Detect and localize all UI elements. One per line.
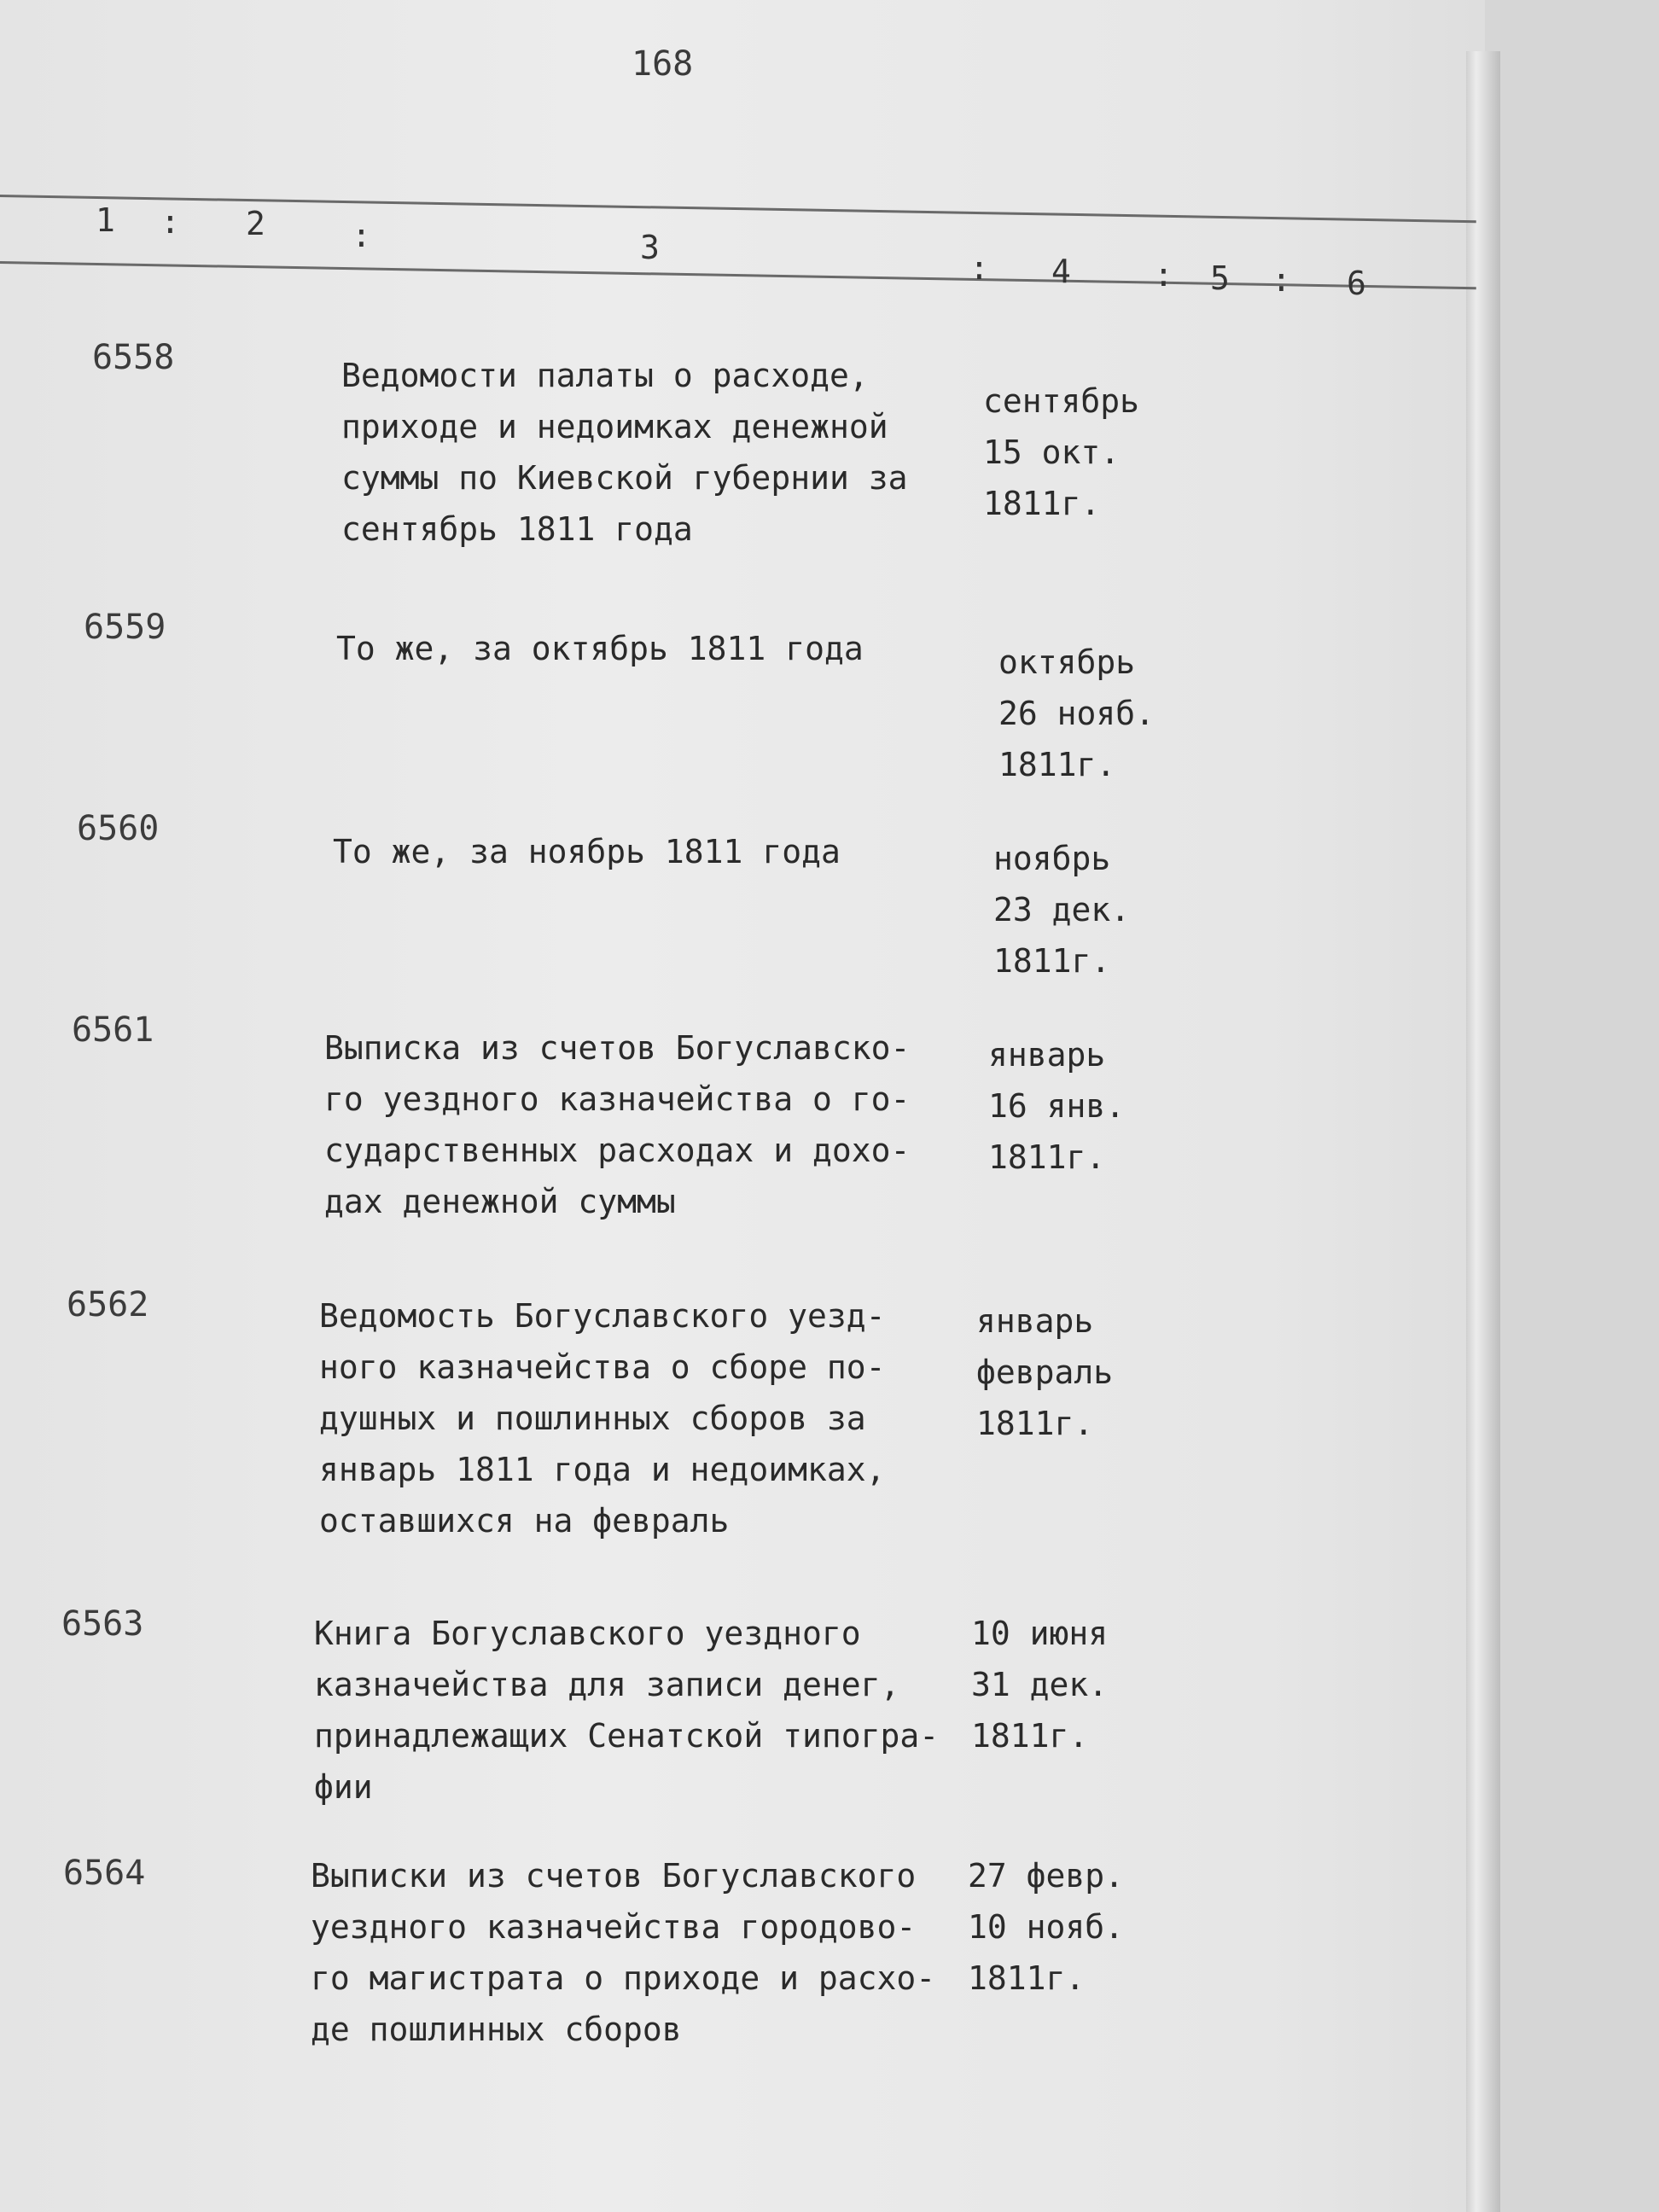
page-number: 168 [632, 44, 694, 84]
column-header-1: 1 [96, 201, 115, 239]
entry-number: 6558 [92, 338, 175, 377]
entry-number: 6560 [77, 809, 160, 848]
entry-number: 6564 [63, 1854, 146, 1893]
entry-dates: октябрь 26 нояб. 1811г. [998, 643, 1155, 783]
column-separator: : [160, 203, 180, 241]
column-header-4: 4 [1051, 253, 1071, 290]
entry-number: 6561 [72, 1010, 154, 1050]
entry-number: 6559 [84, 608, 166, 647]
entry-dates: ноябрь 23 дек. 1811г. [993, 840, 1131, 980]
column-header-2: 2 [246, 205, 265, 242]
entry-dates: январь 16 янв. 1811г. [988, 1036, 1126, 1176]
column-separator: : [1272, 261, 1291, 299]
entry-title: Выписка из счетов Богуславско- го уездного казначейства о го- сударственных расходах и дохо- дах денежной суммы [324, 1029, 911, 1220]
entry-number: 6563 [61, 1604, 144, 1644]
entry-dates: 27 февр. 10 нояб. 1811г. [968, 1857, 1125, 1997]
entry-title: То же, за октябрь 1811 года [336, 630, 864, 667]
entry-title: Книга Богуславского уездного казначейства для записи денег, принадлежащих Сенатской типогра- фии [314, 1615, 940, 1806]
page-edge [1466, 51, 1500, 2212]
entry-dates: 10 июня 31 дек. 1811г. [971, 1615, 1109, 1755]
column-separator: : [352, 217, 371, 254]
column-header-5: 5 [1210, 259, 1230, 297]
column-separator: : [1154, 256, 1173, 294]
entry-title: Ведомости палаты о расходе, приходе и недоимках денежной суммы по Киевской губернии за сентябрь 1811 года [341, 357, 908, 548]
entry-title: Ведомость Богуславского уезд- ного казначейства о сборе по- душных и пошлинных сборов за январь 1811 года и недоимках, оставшихся на февраль [319, 1297, 886, 1540]
entry-dates: сентябрь 15 окт. 1811г. [983, 382, 1140, 522]
column-header-6: 6 [1347, 265, 1366, 302]
entry-title: Выписки из счетов Богуславского уездного казначейства городово- го магистрата о приходе и расхо- де пошлинных сборов [311, 1857, 936, 2048]
entry-title: То же, за ноябрь 1811 года [333, 833, 841, 870]
entry-number: 6562 [67, 1285, 149, 1324]
entry-dates: январь февраль 1811г. [976, 1302, 1114, 1442]
column-header-3: 3 [640, 229, 660, 266]
column-separator: : [969, 249, 989, 287]
